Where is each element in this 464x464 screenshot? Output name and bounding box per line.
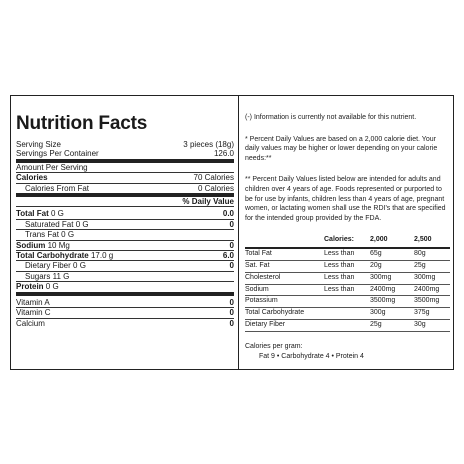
sodium-label: Sodium bbox=[16, 240, 46, 250]
nutrition-label bbox=[10, 95, 454, 370]
calories-2000-header: 2,000 bbox=[370, 235, 414, 248]
trans-fat-amount: 0 G bbox=[61, 230, 75, 240]
nutrition-facts-panel bbox=[11, 96, 239, 369]
table-cell-condition: Less than bbox=[324, 284, 370, 296]
vitamin-a-dv: 0 bbox=[229, 297, 234, 307]
table-cell-2000: 2400mg bbox=[370, 284, 414, 296]
table-row bbox=[245, 319, 450, 331]
servings-value: 126.0 bbox=[213, 149, 234, 159]
trans-fat-row bbox=[16, 230, 234, 240]
sat-fat-amount: 0 G bbox=[75, 219, 89, 229]
calcium-label: Calcium bbox=[16, 318, 45, 328]
vitamin-c-dv: 0 bbox=[229, 308, 234, 318]
table-cell-2500: 300mg bbox=[414, 272, 450, 284]
table-cell-condition: Less than bbox=[324, 260, 370, 272]
carb-dv: 6.0 bbox=[222, 251, 234, 261]
vitamin-a-row bbox=[16, 298, 234, 308]
table-cell-nutrient: Sat. Fat bbox=[245, 260, 324, 272]
serving-size-label: Serving Size bbox=[16, 140, 61, 149]
calories-per-gram bbox=[245, 342, 450, 362]
table-cell-condition bbox=[324, 308, 370, 320]
table-row bbox=[245, 272, 450, 284]
calories-per-gram-values: Fat 9 • Carbohydrate 4 • Protein 4 bbox=[259, 352, 364, 360]
table-cell-nutrient: Sodium bbox=[245, 284, 324, 296]
vitamin-a-label: Vitamin A bbox=[16, 297, 50, 307]
sugars-label: Sugars bbox=[25, 271, 51, 281]
calcium-dv: 0 bbox=[229, 318, 234, 328]
table-cell-nutrient: Total Carbohydrate bbox=[245, 308, 324, 320]
serving-size-row bbox=[16, 140, 234, 149]
table-cell-2000: 300mg bbox=[370, 272, 414, 284]
sodium-dv: 0 bbox=[229, 240, 234, 250]
calcium-row bbox=[16, 319, 234, 328]
servings-per-container-row bbox=[16, 149, 234, 162]
table-cell-condition bbox=[324, 296, 370, 308]
daily-values-table-header bbox=[245, 235, 450, 248]
protein-label: Protein bbox=[16, 282, 44, 292]
table-cell-2500: 2400mg bbox=[414, 284, 450, 296]
table-cell-2000: 65g bbox=[370, 248, 414, 260]
total-fat-row bbox=[16, 209, 234, 219]
intended-group-note bbox=[245, 175, 450, 223]
fiber-dv: 0 bbox=[229, 261, 234, 271]
protein-row bbox=[16, 282, 234, 295]
table-cell-2500: 30g bbox=[414, 319, 450, 331]
table-cell-2500: 3500mg bbox=[414, 296, 450, 308]
intended-group-note-text: ** Percent Daily Values listed below are intended for adults and children over 4 years of age. Foods represented or purported to be for use by infants, children less than 4 years of age, pregnant women, or lactating women shall use the RDI's that are specified for the intended group provided by the FDA. bbox=[245, 176, 446, 222]
dietary-fiber-row bbox=[16, 261, 234, 271]
table-cell-2000: 3500mg bbox=[370, 296, 414, 308]
table-row bbox=[245, 308, 450, 320]
calories-fat-value: 0 Calories bbox=[197, 183, 234, 193]
daily-values-notes-panel bbox=[239, 96, 454, 369]
calories-per-gram-label: Calories per gram: bbox=[245, 342, 303, 350]
table-cell-2500: 80g bbox=[414, 248, 450, 260]
info-note-text: (-) Information is currently not available for this nutrient. bbox=[245, 114, 417, 121]
calories-from-fat-row bbox=[16, 184, 234, 197]
amount-per-serving-row bbox=[16, 163, 234, 173]
total-fat-dv: 0.0 bbox=[222, 209, 234, 219]
daily-value-header-text: % Daily Value bbox=[182, 197, 234, 207]
sugars-amount: 11 G bbox=[52, 271, 70, 281]
info-note bbox=[245, 113, 450, 123]
trans-fat-label: Trans Fat bbox=[25, 230, 59, 240]
table-row bbox=[245, 248, 450, 260]
sat-fat-dv: 0 bbox=[229, 219, 234, 229]
calories-2500-header: 2,500 bbox=[414, 235, 450, 248]
calories-row bbox=[16, 173, 234, 183]
total-carbohydrate-row bbox=[16, 251, 234, 261]
protein-amount: 0 G bbox=[45, 282, 59, 292]
table-cell-2500: 25g bbox=[414, 260, 450, 272]
total-fat-amount: 0 G bbox=[50, 209, 64, 219]
calories-value: 70 Calories bbox=[193, 173, 234, 183]
table-cell-2000: 300g bbox=[370, 308, 414, 320]
percent-dv-note-text: * Percent Daily Values are based on a 2,000 calorie diet. Your daily values may be higher or lower depending on your calorie needs:** bbox=[245, 135, 438, 162]
amount-label: Amount Per Serving bbox=[16, 162, 88, 172]
table-row bbox=[245, 260, 450, 272]
serving-size-value: 3 pieces (18g) bbox=[183, 140, 234, 149]
table-cell-2000: 20g bbox=[370, 260, 414, 272]
carb-amount: 17.0 g bbox=[90, 251, 114, 261]
table-cell-condition: Less than bbox=[324, 272, 370, 284]
table-cell-nutrient: Dietary Fiber bbox=[245, 319, 324, 331]
table-cell-2000: 25g bbox=[370, 319, 414, 331]
daily-value-header bbox=[16, 197, 234, 207]
calories-label: Calories bbox=[16, 173, 48, 183]
calories-header-label: Calories: bbox=[324, 235, 370, 248]
percent-dv-note bbox=[245, 135, 450, 164]
vitamin-c-label: Vitamin C bbox=[16, 308, 51, 318]
total-fat-label: Total Fat bbox=[16, 209, 49, 219]
carb-label: Total Carbohydrate bbox=[16, 251, 89, 261]
table-row bbox=[245, 296, 450, 308]
sodium-row bbox=[16, 241, 234, 251]
table-cell-condition bbox=[324, 319, 370, 331]
sat-fat-label: Saturated Fat bbox=[25, 219, 74, 229]
table-cell-nutrient: Potassium bbox=[245, 296, 324, 308]
servings-label: Servings Per Container bbox=[16, 149, 99, 159]
table-row bbox=[245, 284, 450, 296]
table-cell-2500: 375g bbox=[414, 308, 450, 320]
vitamin-c-row bbox=[16, 308, 234, 318]
calories-fat-label: Calories From Fat bbox=[25, 183, 90, 193]
table-cell-nutrient: Total Fat bbox=[245, 248, 324, 260]
saturated-fat-row bbox=[16, 220, 234, 230]
sodium-amount: 10 Mg bbox=[47, 240, 70, 250]
table-cell-nutrient: Cholesterol bbox=[245, 272, 324, 284]
sugars-row bbox=[16, 272, 234, 282]
fiber-amount: 0 G bbox=[73, 261, 86, 271]
nutrition-facts-title: Nutrition Facts bbox=[16, 113, 148, 134]
table-cell-condition: Less than bbox=[324, 248, 370, 260]
fiber-label: Dietary Fiber bbox=[25, 261, 71, 271]
daily-values-table bbox=[245, 235, 450, 331]
